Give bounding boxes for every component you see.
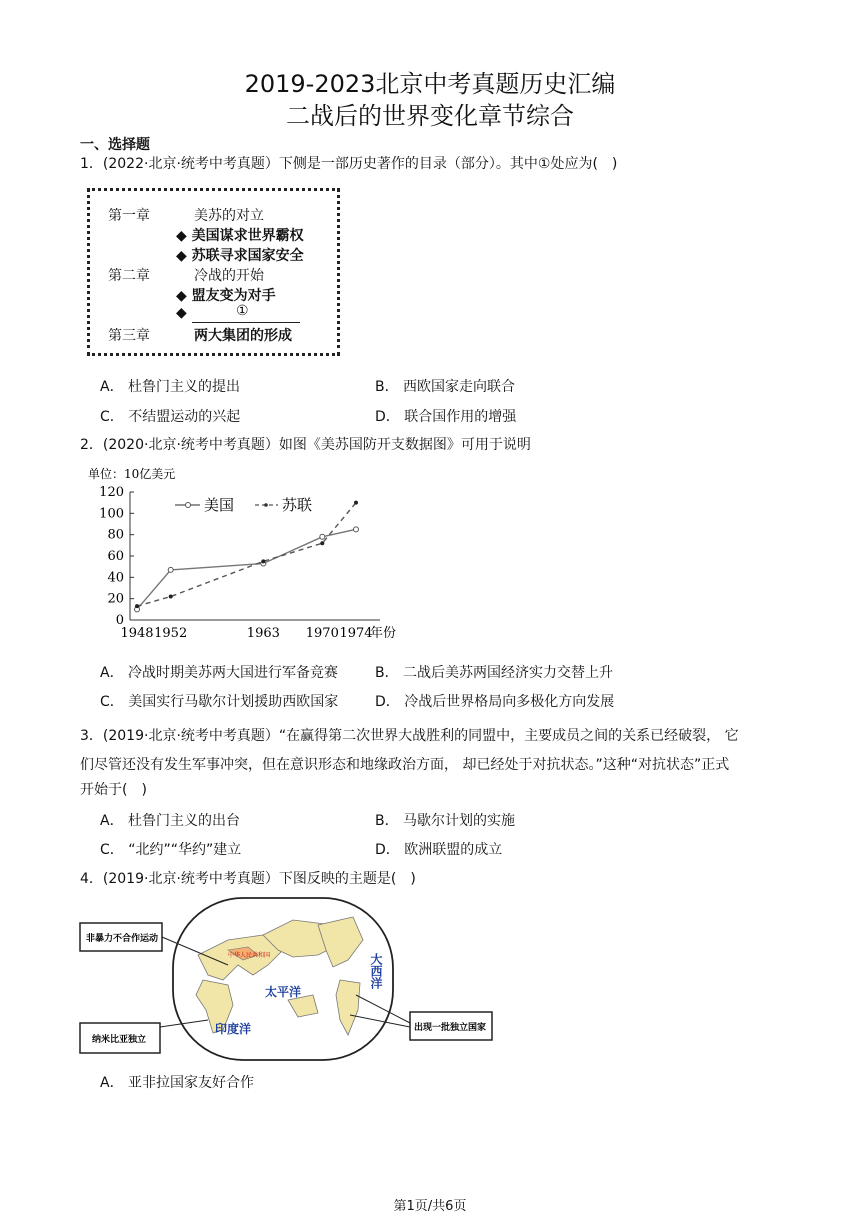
y-tick-label: 80 bbox=[107, 527, 124, 543]
q1-option-b[interactable]: B． 西欧国家走向联合 bbox=[375, 379, 516, 395]
q4-stem: 4．(2019·北京·统考中考真题）下图反映的主题是( ) bbox=[80, 871, 416, 887]
point-ussr bbox=[169, 595, 173, 599]
world-map-figure bbox=[78, 895, 498, 1065]
q1-stem: 1．(2022·北京·统考中考真题）下侧是一部历史著作的目录（部分）。其中①处应为( ) bbox=[80, 156, 618, 172]
point-ussr bbox=[261, 559, 265, 563]
toc-ch1-b2: ◆ 苏联寻求国家安全 bbox=[176, 248, 304, 264]
q1-option-a[interactable]: A． 杜鲁门主义的提出 bbox=[100, 379, 241, 395]
series-line-ussr bbox=[137, 503, 356, 606]
x-tick-label: 1952 bbox=[154, 626, 188, 641]
defense-spending-chart bbox=[80, 462, 420, 642]
map-label-atlantic: 大西洋 bbox=[369, 953, 383, 989]
x-tick-label: 1963 bbox=[246, 626, 280, 641]
point-ussr bbox=[320, 541, 324, 545]
q2-option-d[interactable]: D． 冷战后世界格局向多极化方向发展 bbox=[375, 694, 615, 710]
q3-stem-line3: 开始于( ) bbox=[80, 782, 147, 798]
q3-option-c[interactable]: C． “北约”“华约”建立 bbox=[100, 842, 242, 858]
point-ussr bbox=[354, 501, 358, 505]
callout-namibia: 纳米比亚独立 bbox=[92, 1035, 147, 1045]
legend-label-ussr: 苏联 bbox=[282, 496, 313, 514]
point-us bbox=[320, 534, 325, 539]
q3-option-a[interactable]: A． 杜鲁门主义的出台 bbox=[100, 813, 241, 829]
map-label-indian: 印度洋 bbox=[215, 1022, 252, 1036]
doc-title-line1: 2019-2023北京中考真题历史汇编 bbox=[244, 70, 616, 98]
legend-marker-us bbox=[186, 503, 191, 508]
y-tick-label: 60 bbox=[107, 549, 124, 564]
point-us bbox=[354, 527, 359, 532]
toc-blank-1: ① bbox=[236, 303, 249, 319]
doc-title-line2: 二战后的世界变化章节综合 bbox=[286, 102, 574, 130]
legend-label-us: 美国 bbox=[204, 496, 235, 514]
x-tick-label: 1970 bbox=[305, 626, 339, 641]
toc-ch1: 第一章 bbox=[108, 208, 150, 224]
toc-blank-underline bbox=[192, 322, 300, 323]
q3-option-b[interactable]: B． 马歇尔计划的实施 bbox=[375, 813, 516, 829]
toc-ch3: 第三章 bbox=[108, 328, 150, 344]
toc-ch3-title: 两大集团的形成 bbox=[194, 328, 292, 344]
y-tick-label: 20 bbox=[107, 591, 124, 607]
y-tick-label: 120 bbox=[99, 485, 124, 500]
q2-stem: 2．(2020·北京·统考中考真题）如图《美苏国防开支数据图》可用于说明 bbox=[80, 437, 531, 453]
y-tick-label: 0 bbox=[115, 613, 124, 628]
chart-unit-label: 单位：10亿美元 bbox=[88, 467, 176, 481]
callout-noncooperation: 非暴力不合作运动 bbox=[86, 934, 159, 944]
q1-option-d[interactable]: D． 联合国作用的增强 bbox=[375, 409, 517, 425]
x-axis-suffix: 年份 bbox=[370, 626, 397, 641]
point-ussr bbox=[135, 604, 139, 608]
toc-ch2: 第二章 bbox=[108, 268, 150, 284]
q3-stem-line1: 3．(2019·北京·统考中考真题）“在赢得第二次世界大战胜利的同盟中，主要成员之间的关系已经破裂， 它 bbox=[80, 728, 739, 744]
map-label-pacific: 太平洋 bbox=[265, 985, 302, 999]
q3-stem-line2: 们尽管还没有发生军事冲突，但在意识形态和地缘政治方面， 却已经处于对抗状态。”这种“对抗状态”正式 bbox=[80, 757, 730, 773]
toc-ch1-b1: ◆ 美国谋求世界霸权 bbox=[176, 228, 304, 244]
q3-option-d[interactable]: D． 欧洲联盟的成立 bbox=[375, 842, 503, 858]
callout-independence: 出现一批独立国家 bbox=[414, 1023, 487, 1033]
section-heading: 一、选择题 bbox=[80, 137, 150, 153]
y-tick-label: 100 bbox=[99, 506, 124, 522]
q4-option-a[interactable]: A． 亚非拉国家友好合作 bbox=[100, 1075, 255, 1091]
chart-legend bbox=[175, 496, 312, 514]
q1-option-c[interactable]: C． 不结盟运动的兴起 bbox=[100, 409, 241, 425]
q2-option-c[interactable]: C． 美国实行马歇尔计划援助西欧国家 bbox=[100, 694, 339, 710]
x-tick-label: 1974 bbox=[339, 626, 373, 641]
toc-ch2-b1: ◆ 盟友变为对手 bbox=[176, 288, 276, 304]
toc-box bbox=[87, 188, 340, 356]
map-frame bbox=[173, 898, 393, 1060]
map-label-china: 中华人民共和国 bbox=[228, 952, 271, 959]
toc-ch2-b2-mark: ◆ bbox=[176, 305, 187, 321]
q2-option-b[interactable]: B． 二战后美苏两国经济实力交替上升 bbox=[375, 665, 614, 681]
point-us bbox=[168, 567, 173, 572]
toc-ch1-title: 美苏的对立 bbox=[194, 208, 264, 224]
x-tick-label: 1948 bbox=[120, 626, 154, 641]
q2-option-a[interactable]: A． 冷战时期美苏两大国进行军备竞赛 bbox=[100, 665, 339, 681]
toc-ch2-title: 冷战的开始 bbox=[194, 268, 264, 284]
page-footer: 第1页/共6页 bbox=[393, 1199, 467, 1214]
y-tick-label: 40 bbox=[107, 570, 124, 586]
legend-marker-ussr bbox=[264, 503, 268, 507]
